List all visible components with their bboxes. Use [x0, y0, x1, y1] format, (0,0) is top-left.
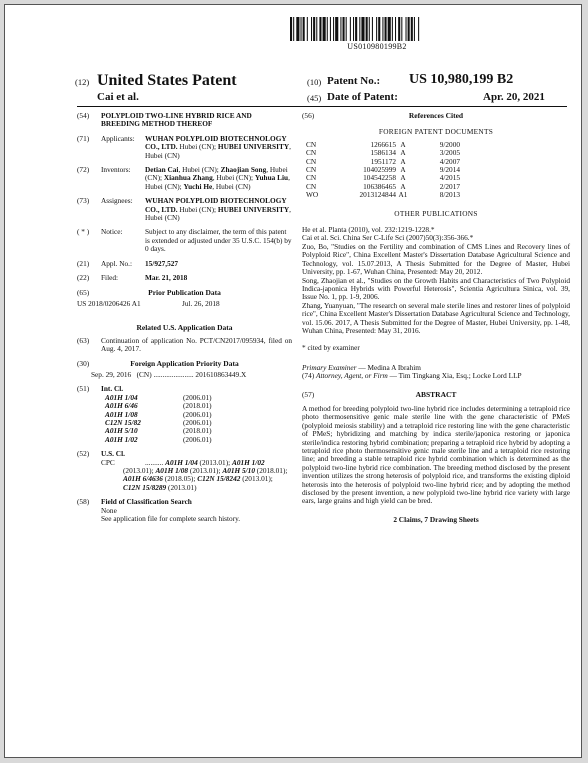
int-cl-code: A01H 1/02 — [105, 434, 138, 444]
entry-73: (73) Assignees: WUHAN POLYPLOID BIOTECHNOLOGY CO., LTD. Hubei (CN); HUBEI UNIVERSITY, Hubei (CN) — [77, 196, 291, 223]
attorney-line: (74) Attorney, Agent, or Firm — Tim Tingkang Xia, Esq.; Locke Lord LLP — [302, 371, 522, 381]
barcode-bar — [414, 17, 415, 41]
barcode-bar — [401, 17, 402, 41]
barcode-bar — [398, 17, 400, 41]
barcode-bar — [335, 17, 338, 41]
entry-22: (22) Filed: Mar. 21, 2018 — [77, 274, 292, 282]
barcode-bar — [408, 17, 410, 41]
entry-52: (52) U.S. Cl. CPC .......... A01H 1/04 (2013.01); A01H 1/02 (2013.01); A01H 1/08 (2013.01); A01H 5/10 (2018.01); A01H 6/4636 (2018.05); C12N 15/8242 (2013.01); C12N 15/8289 (2013.01) — [77, 450, 292, 492]
barcode-bar — [307, 17, 308, 41]
references-heading: References Cited — [408, 111, 464, 120]
barcode-bar — [418, 17, 419, 41]
inventor-short: Cai et al. — [97, 91, 139, 103]
foreign-priority-heading: Foreign Application Priority Data — [130, 358, 239, 368]
barcode-bar — [378, 17, 380, 41]
int-cl-version: (2006.01) — [183, 434, 212, 444]
entry-72: (72) Inventors: Detian Cai, Hubei (CN); Zhaojian Song, Hubei (CN); Xianhua Zhang, Hubei (CN); Yuhua Liu, Hubei (CN); Yuchi He, Hubei (CN) — [77, 166, 292, 191]
foreign-doc-row: CN 104542258 A 4/2015 — [306, 173, 460, 183]
barcode-bar — [406, 17, 407, 41]
barcode-bar — [316, 17, 317, 41]
foreign-docs-list — [302, 141, 570, 200]
int-cl-version: (2006.01) — [183, 417, 212, 427]
examiner-line: Primary Examiner — Medina A Ibrahim — [302, 362, 421, 372]
entry-30: (30) Foreign Application Priority Data Sep. 29, 2016 (CN) ...................... 201610863449.X — [77, 360, 292, 380]
barcode-bar — [313, 17, 315, 41]
int-cl-version: (2018.01) — [183, 401, 212, 411]
entry-51: (51) Int. Cl. A01H 1/04 (2006.01) A01H 6/46 (2018.01) A01H 1/08 (2006.01) C12N 15/82 (2006.01) A01H 5/10 (2018.01) A01H 1/02 (2006.01) — [77, 385, 292, 444]
barcode-bar — [327, 17, 328, 41]
barcode-bar — [392, 17, 393, 41]
appl-no: 15/927,527 — [145, 258, 179, 268]
patent-no-code: (10) — [307, 77, 322, 87]
barcode-bar — [366, 17, 368, 41]
barcode-bar — [411, 17, 413, 41]
entry-54: (54) POLYPLOID TWO-LINE HYBRID RICE AND BREEDING METHOD THEREOF — [77, 112, 292, 129]
patent-page — [4, 4, 582, 758]
entry-notice: ( * ) Notice: Subject to any disclaimer, the term of this patent is extended or adjusted under 35 U.S.C. 154(b) by 0 days. — [77, 227, 292, 254]
barcode-bar — [388, 17, 391, 41]
barcode-bar — [350, 17, 351, 41]
related-heading: Related U.S. Application Data — [136, 323, 233, 333]
prior-pub-date: Jul. 26, 2018 — [182, 298, 220, 308]
foreign-doc-row: CN 106386465 A 2/2017 — [306, 181, 460, 191]
doc-kind-code: (12) — [75, 77, 90, 87]
foreign-doc-row: CN 1951172 A 4/2007 — [306, 156, 460, 166]
right-column — [302, 112, 570, 524]
int-cl-code: A01H 1/08 — [105, 409, 138, 419]
foreign-doc-row: WO 2013124844 A1 8/2013 — [306, 190, 460, 200]
claims-summary: 2 Claims, 7 Drawing Sheets — [393, 514, 479, 524]
int-cl-code: A01H 5/10 — [105, 426, 138, 436]
int-cl-version: (2006.01) — [183, 392, 212, 402]
barcode-bar — [319, 17, 321, 41]
barcode-bar — [346, 17, 347, 41]
priority-country: (CN) — [136, 369, 152, 379]
int-cl-code: C12N 15/82 — [105, 417, 141, 427]
publication-item: Zuo, Bo, "Studies on the Fertility and combination of CMS Lines and Recovery lines of Polyploid Rice", China Excellent Master's Dissertation Database Agricultural Science and Technology, vol. 15.07.2013, A Thesis Submitted for the Degree of Master, Hubei University, pp. 1-67, Wuhan China, Presented: May 20, 2012. — [302, 241, 570, 277]
foreign-doc-row: CN 1586134 A 3/2005 — [306, 148, 460, 158]
barcode-image — [290, 17, 458, 41]
entry-65: (65) Prior Publication Data US 2018/0206426 A1 Jul. 26, 2018 — [77, 289, 292, 309]
foreign-docs-heading: FOREIGN PATENT DOCUMENTS — [378, 127, 494, 137]
cited-note: * cited by examiner — [302, 343, 360, 353]
entry-57: (57) ABSTRACT — [302, 391, 570, 399]
barcode-bar — [372, 17, 373, 41]
publication-item: Song, Zhaojian et al., "Studies on the Growth Habits and Characteristics of Two Polyploid Indica-japonica Hybrids with Powerful Heterosis", Scientia Agricultura Sinica, vol. 39, Issue No. 1, pp. 1-9, 2006. — [302, 275, 570, 302]
other-pubs-heading: OTHER PUBLICATIONS — [394, 208, 478, 218]
barcode-bar — [369, 17, 370, 41]
int-cl-version: (2018.01) — [183, 426, 212, 436]
applicants: WUHAN POLYPLOID BIOTECHNOLOGY CO., LTD. Hubei (CN); HUBEI UNIVERSITY, Hubei (CN) — [145, 133, 291, 160]
foreign-doc-row: CN 1266615 A 9/2000 — [306, 139, 460, 149]
entry-21: (21) Appl. No.: 15/927,527 — [77, 260, 292, 268]
patent-date: Apr. 20, 2021 — [483, 91, 545, 103]
int-cl-list — [77, 394, 292, 444]
barcode-bar — [301, 17, 302, 41]
abstract-text: A method for breeding polyploid two-line hybrid rice includes determining a tetraploid rice photo thermosensitive genic male sterile line with the gene characteristic of PMeS (polyploid meiosis stability) and a tetraploid rice restoring line with the gene characteristic of PMeS; hybridizing and matching by indica sterile/japonica restoring or japonica sterile/indica restoring hybrid combination; preparing a tetraploid rice hybrid by adopting a tetraploid rice photo thermosensitive genic male sterile line and a tetraploid rice restoring line; and breeding a stable tetraploid rice hybrid combination which is determined as the polyploid two-line hybrid rice combination. The breeding method disclosed by the present invention utilizes the strong heterosis of polyploid rice, and transforms the existing diploid heterosis into the heterosis of polyploid two-line hybrid rice; and by adopting the method disclosed by the present invention, a new polyploid two-line hybrid rice variety with large ears, large grains and high yield can be bred. — [302, 403, 570, 506]
barcode-bar — [330, 17, 331, 41]
barcode-number: US010980199B2 — [347, 42, 407, 51]
barcode-bar — [323, 17, 326, 41]
header-rule — [77, 106, 567, 107]
barcode-bar — [361, 17, 364, 41]
barcode-bar — [395, 17, 396, 41]
filed-date: Mar. 21, 2018 — [145, 273, 188, 283]
patent-number: US 10,980,199 B2 — [409, 72, 514, 87]
int-cl-code: A01H 6/46 — [105, 401, 138, 411]
assignees: WUHAN POLYPLOID BIOTECHNOLOGY CO., LTD. Hubei (CN); HUBEI UNIVERSITY, Hubei (CN) — [145, 196, 291, 223]
barcode-bar — [385, 17, 387, 41]
notice-text: Subject to any disclaimer, the term of this patent is extended or adjusted under 35 U.S.C. 154(b) by 0 days. — [145, 227, 292, 254]
prior-pub-number: US 2018/0206426 A1 — [77, 298, 141, 308]
priority-date: Sep. 29, 2016 — [91, 369, 132, 379]
int-cl-row — [105, 436, 292, 444]
inventors: Detian Cai, Hubei (CN); Zhaojian Song, Hubei (CN); Xianhua Zhang, Hubei (CN); Yuhua Liu, Hubei (CN); Yuchi He, Hubei (CN) — [145, 165, 290, 191]
entry-71: (71) Applicants: WUHAN POLYPLOID BIOTECHNOLOGY CO., LTD. Hubei (CN); HUBEI UNIVERSITY, Hubei (CN) — [77, 133, 291, 160]
barcode-bar — [355, 17, 357, 41]
page-title: United States Patent — [97, 72, 237, 89]
entry-56: (56) References Cited — [302, 112, 570, 120]
invention-title: POLYPLOID TWO-LINE HYBRID RICE AND BREEDING METHOD THEREOF — [101, 111, 252, 129]
barcode-bar — [359, 17, 360, 41]
barcode-bar — [382, 17, 383, 41]
barcode-bar — [353, 17, 354, 41]
publication-item: He et al. Planta (2010), vol. 232:1219-1228.* — [302, 225, 435, 235]
barcode-bar — [293, 17, 294, 41]
barcode-bar — [311, 17, 312, 41]
int-cl-code: A01H 1/04 — [105, 392, 138, 402]
publication-item: Cai et al. Sci. China Ser C-Life Sci (2007)50(3):356-366.* — [302, 233, 474, 243]
barcode-bar — [340, 17, 341, 41]
entry-58: (58) Field of Classification Search None See application file for complete search history. — [77, 497, 241, 524]
barcode-bar — [333, 17, 334, 41]
date-code: (45) — [307, 93, 322, 103]
entry-63: (63) Continuation of application No. PCT/CN2017/095934, filed on Aug. 4, 2017. — [77, 335, 292, 354]
barcode-bar — [296, 17, 299, 41]
int-cl-version: (2006.01) — [183, 409, 212, 419]
publication-item: Zhang, Yuanyuan, "The research on several male sterile lines and restorer lines of polyploid rice", China Excellent Master's Dissertation Database Agricultural Science and Technology, vol. 15.06. 2017, A Thesis Submitted for the Degree of Master, Hubei University, pp. 1-48, Wuhan China, Presented: May 31, 2016. — [302, 300, 570, 335]
prior-pub-heading: Prior Publication Data — [148, 287, 221, 297]
abstract-heading: ABSTRACT — [415, 389, 457, 399]
priority-number: 201610863449.X — [195, 369, 247, 379]
cpc-text: .......... A01H 1/04 (2013.01); A01H 1/02 (2013.01); A01H 1/08 (2013.01); A01H 5/10 (2018.01); A01H 6/4636 (2018.05); C12N 15/8242 (2013.01); C12N 15/8289 (2013.01) — [123, 457, 288, 492]
foreign-doc-row: CN 104025999 A 9/2014 — [306, 165, 460, 175]
barcode-bar — [290, 17, 292, 41]
barcode-bar — [376, 17, 377, 41]
other-pubs-list — [302, 226, 570, 335]
barcode-bar — [343, 17, 345, 41]
barcode-bar — [303, 17, 305, 41]
left-column — [77, 112, 292, 529]
date-label: Date of Patent: — [327, 91, 398, 103]
continuation-text: Continuation of application No. PCT/CN2017/095934, filed on Aug. 4, 2017. — [101, 335, 292, 354]
patent-no-label: Patent No.: — [327, 75, 381, 87]
